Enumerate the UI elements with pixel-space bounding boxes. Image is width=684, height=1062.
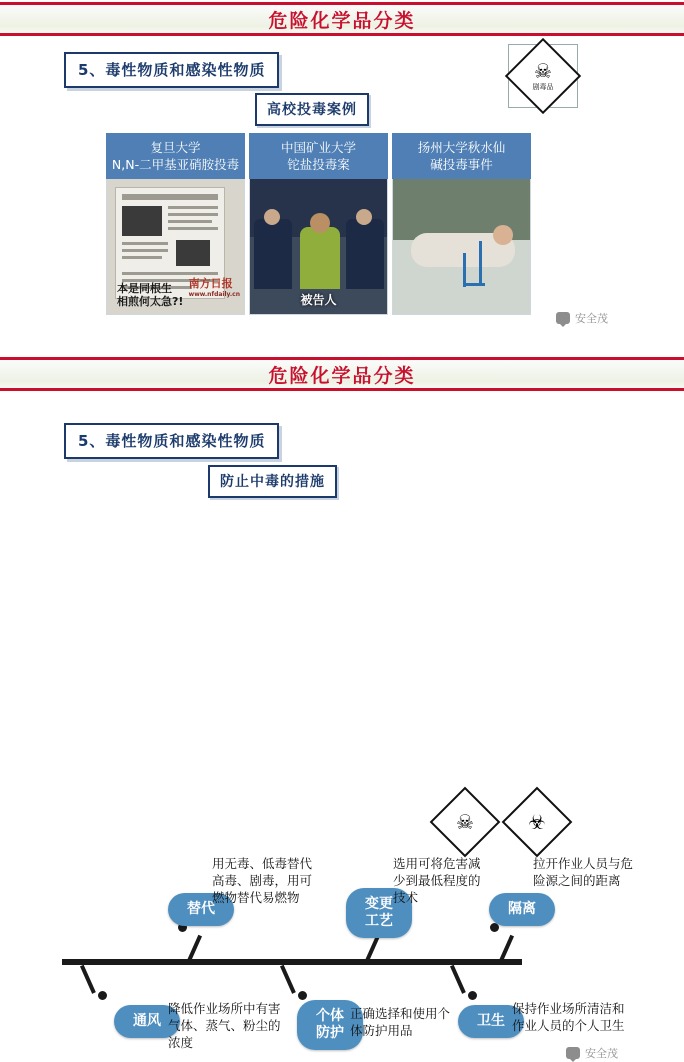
case-card-title xyxy=(392,133,531,179)
case-title-line2: 铊盐投毒案 xyxy=(287,157,350,172)
slide2-banner xyxy=(0,355,684,393)
case-card-title xyxy=(249,133,388,179)
measure-note-process-change: 选用可将危害减少到最低程度的技术 xyxy=(393,856,481,905)
slide2-section-heading: 5、毒性物质和感染性物质 xyxy=(64,423,279,459)
bone-lower-2 xyxy=(280,965,296,994)
measure-pill-ventilation[interactable]: 通风 xyxy=(114,1005,180,1038)
slide1-banner xyxy=(0,0,684,38)
newspaper-photo xyxy=(106,179,245,315)
measure-pill-process-change[interactable]: 变更 工艺 xyxy=(346,888,412,938)
case-title-line1: 扬州大学秋水仙 xyxy=(417,140,506,155)
case-card xyxy=(249,133,388,315)
measure-note-isolation: 拉开作业人员与危险源之间的距离 xyxy=(533,856,634,888)
courtroom-photo xyxy=(249,179,388,315)
case-card xyxy=(392,133,531,315)
skull-crossbones-icon xyxy=(505,38,581,114)
bone-lower-3 xyxy=(450,965,466,994)
acute-toxicity-icon: ☠ xyxy=(430,787,501,858)
case-card xyxy=(106,133,245,315)
wechat-bubble-icon xyxy=(556,312,570,324)
measure-pill-hygiene[interactable]: 卫生 xyxy=(458,1005,524,1038)
case-card-title xyxy=(106,133,245,179)
measure-note-substitution: 用无毒、低毒替代高毒、剧毒，用可燃物替代易燃物 xyxy=(212,856,313,905)
slide-prevention-measures xyxy=(0,355,684,1060)
health-hazard-icon: ☣ xyxy=(502,787,573,858)
skull-glyph: ☠ xyxy=(534,58,552,83)
case-title-line2: N,N-二甲基亚硝胺投毒 xyxy=(111,157,240,172)
wechat-bubble-icon xyxy=(566,1047,580,1059)
measure-note-ppe: 正确选择和使用个体防护用品 xyxy=(350,1006,451,1038)
accused-figure xyxy=(300,227,340,289)
hospital-patient-photo xyxy=(392,179,531,315)
slide1-banner-title: 危险化学品分类 xyxy=(268,9,416,32)
slide1-section-heading: 5、毒性物质和感染性物质 xyxy=(64,52,279,88)
courtroom-caption: 被告人 xyxy=(300,293,337,307)
bone-dot xyxy=(298,991,307,1000)
measure-note-hygiene: 保持作业场所清洁和作业人员的个人卫生 xyxy=(512,1001,625,1033)
slide2-banner-title: 危险化学品分类 xyxy=(268,364,416,387)
bone-dot xyxy=(468,991,477,1000)
slide2-sub-heading: 防止中毒的措施 xyxy=(208,465,337,498)
measure-note-ventilation: 降低作业场所中有害气体、蒸气、粉尘的浓度 xyxy=(168,1001,281,1050)
case-card-list xyxy=(106,133,531,315)
measure-pill-ppe[interactable]: 个体 防护 xyxy=(297,1000,363,1050)
bone-dot xyxy=(98,991,107,1000)
newspaper-caption: 本是同根生 相煎何太急?! xyxy=(117,282,184,308)
watermark xyxy=(566,1045,618,1061)
measure-pill-isolation[interactable]: 隔离 xyxy=(489,893,555,926)
toxic-symbol-label: 剧毒品 xyxy=(532,82,554,91)
watermark-text: 安全茂 xyxy=(585,1047,618,1060)
case-title-line1: 复旦大学 xyxy=(150,140,201,155)
bone-lower-1 xyxy=(80,965,96,994)
newspaper-stamp: 南方日报 www.nfdaily.cn xyxy=(188,277,240,298)
slide1-sub-heading: 高校投毒案例 xyxy=(255,93,369,126)
case-title-line1: 中国矿业大学 xyxy=(280,140,356,155)
toxic-symbol-box xyxy=(508,44,578,108)
watermark-text: 安全茂 xyxy=(575,312,608,325)
slide-toxic-cases xyxy=(0,0,684,355)
measure-pill-substitution[interactable]: 替代 xyxy=(168,893,234,926)
case-title-line2: 碱投毒事件 xyxy=(430,157,493,172)
watermark xyxy=(556,310,608,326)
